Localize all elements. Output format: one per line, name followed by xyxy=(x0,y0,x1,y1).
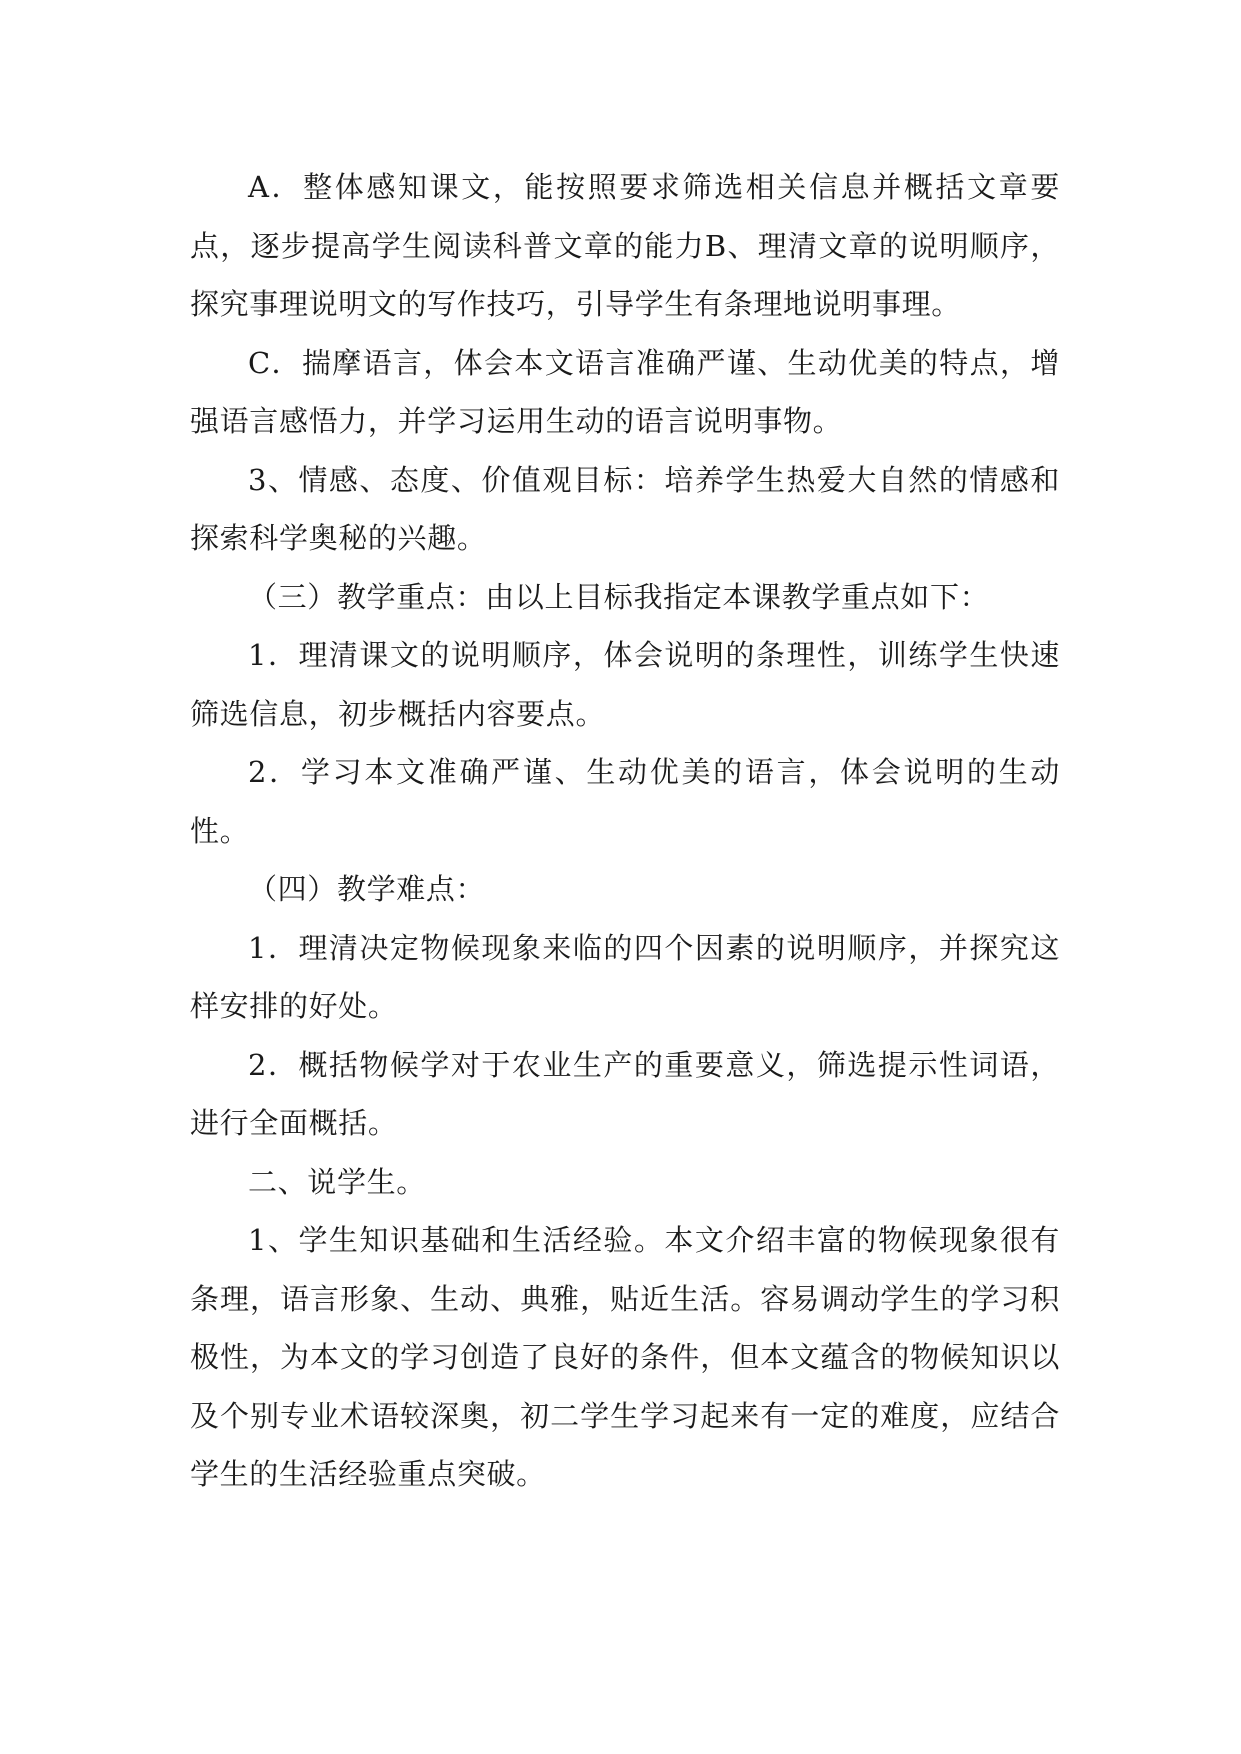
section-heading: 二、说学生。 xyxy=(248,1164,426,1199)
paragraph: 1．理清决定物候现象来临的四个因素的说明顺序，并探究这样安排的好处。 xyxy=(190,930,1060,1023)
paragraph: 3、情感、态度、价值观目标：培养学生热爱大自然的情感和探索科学奥秘的兴趣。 xyxy=(190,462,1060,555)
section-heading: （四）教学难点： xyxy=(248,872,486,906)
section-heading: （三）教学重点：由以上目标我指定本课教学重点如下： xyxy=(248,579,990,614)
paragraph: 2．学习本文准确严谨、生动优美的语言，体会说明的生动性。 xyxy=(190,755,1060,848)
paragraph: C．揣摩语言，体会本文语言准确严谨、生动优美的特点，增强语言感悟力，并学习运用生动的语言说明事物。 xyxy=(190,345,1060,438)
paragraph: A．整体感知课文，能按照要求筛选相关信息并概括文章要点，逐步提高学生阅读科普文章的能力B、理清文章的说明顺序，探究事理说明文的写作技巧，引导学生有条理地说明事理。 xyxy=(190,170,1060,321)
paragraph: 2．概括物候学对于农业生产的重要意义，筛选提示性词语，进行全面概括。 xyxy=(190,1047,1060,1140)
paragraph: 1．理清课文的说明顺序，体会说明的条理性，训练学生快速筛选信息，初步概括内容要点。 xyxy=(190,638,1060,731)
paragraph: 1、学生知识基础和生活经验。本文介绍丰富的物候现象很有条理，语言形象、生动、典雅，贴近生活。容易调动学生的学习积极性，为本文的学习创造了良好的条件，但本文蕴含的物候知识以及个别专业术语较深奥，初二学生学习起来有一定的难度，应结合学生的生活经验重点突破。 xyxy=(190,1223,1060,1491)
document-body xyxy=(190,158,1060,1504)
